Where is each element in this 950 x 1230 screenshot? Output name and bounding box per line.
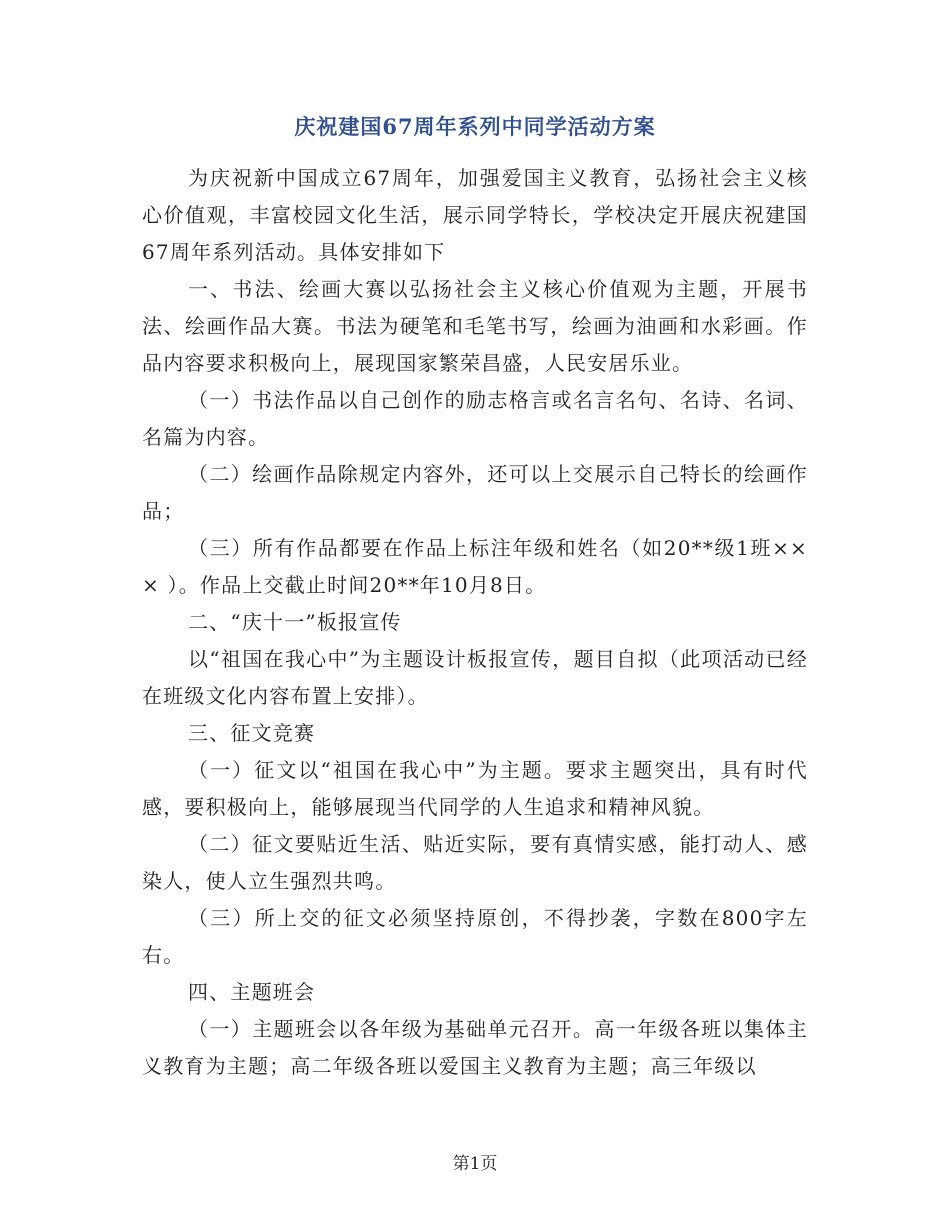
section-3-heading: 三、征文竞赛 — [188, 721, 316, 745]
page-number: 第1页 — [452, 1154, 498, 1174]
section-4-heading: 四、主题班会 — [188, 980, 316, 1004]
section-1-item-1: （一）书法作品以自己创作的励志格言或名言名句、名诗、名词、名篇为内容。 — [142, 388, 808, 449]
intro-paragraph: 为庆祝新中国成立67周年，加强爱国主义教育，弘扬社会主义核心价值观，丰富校园文化生活，展示同学特长，学校决定开展庆祝建国67周年系列活动。具体安排如下 — [142, 166, 808, 264]
section-1-paragraph: 一、书法、绘画大赛以弘扬社会主义核心价值观为主题，开展书法、绘画作品大赛。书法为硬笔和毛笔书写，绘画为油画和水彩画。作品内容要求积极向上，展现国家繁荣昌盛，人民安居乐业。 — [142, 277, 808, 375]
section-1-item-2: （二）绘画作品除规定内容外，还可以上交展示自己特长的绘画作品； — [142, 462, 808, 523]
section-3-item-3: （三）所上交的征文必须坚持原创，不得抄袭，字数在800字左右。 — [142, 906, 808, 967]
section-2-heading: 二、“庆十一”板报宣传 — [188, 610, 402, 634]
document-body — [142, 160, 808, 1085]
section-4-item-1: （一）主题班会以各年级为基础单元召开。高一年级各班以集体主义教育为主题；高二年级各班以爱国主义教育为主题；高三年级以 — [142, 1017, 808, 1078]
section-3-item-2: （二）征文要贴近生活、贴近实际，要有真情实感，能打动人、感染人，使人立生强烈共鸣。 — [142, 832, 808, 893]
section-3-item-1: （一）征文以“祖国在我心中”为主题。要求主题突出，具有时代感，要积极向上，能够展现当代同学的人生追求和精神风貌。 — [142, 758, 808, 819]
document-title: 庆祝建国67周年系列中同学活动方案 — [294, 114, 656, 139]
section-1-item-3: （三）所有作品都要在作品上标注年级和姓名（如20**级1班××× ）。作品上交截止时间20**年10月8日。 — [142, 536, 808, 597]
section-2-paragraph: 以“祖国在我心中”为主题设计板报宣传，题目自拟（此项活动已经在班级文化内容布置上安排）。 — [142, 647, 808, 708]
